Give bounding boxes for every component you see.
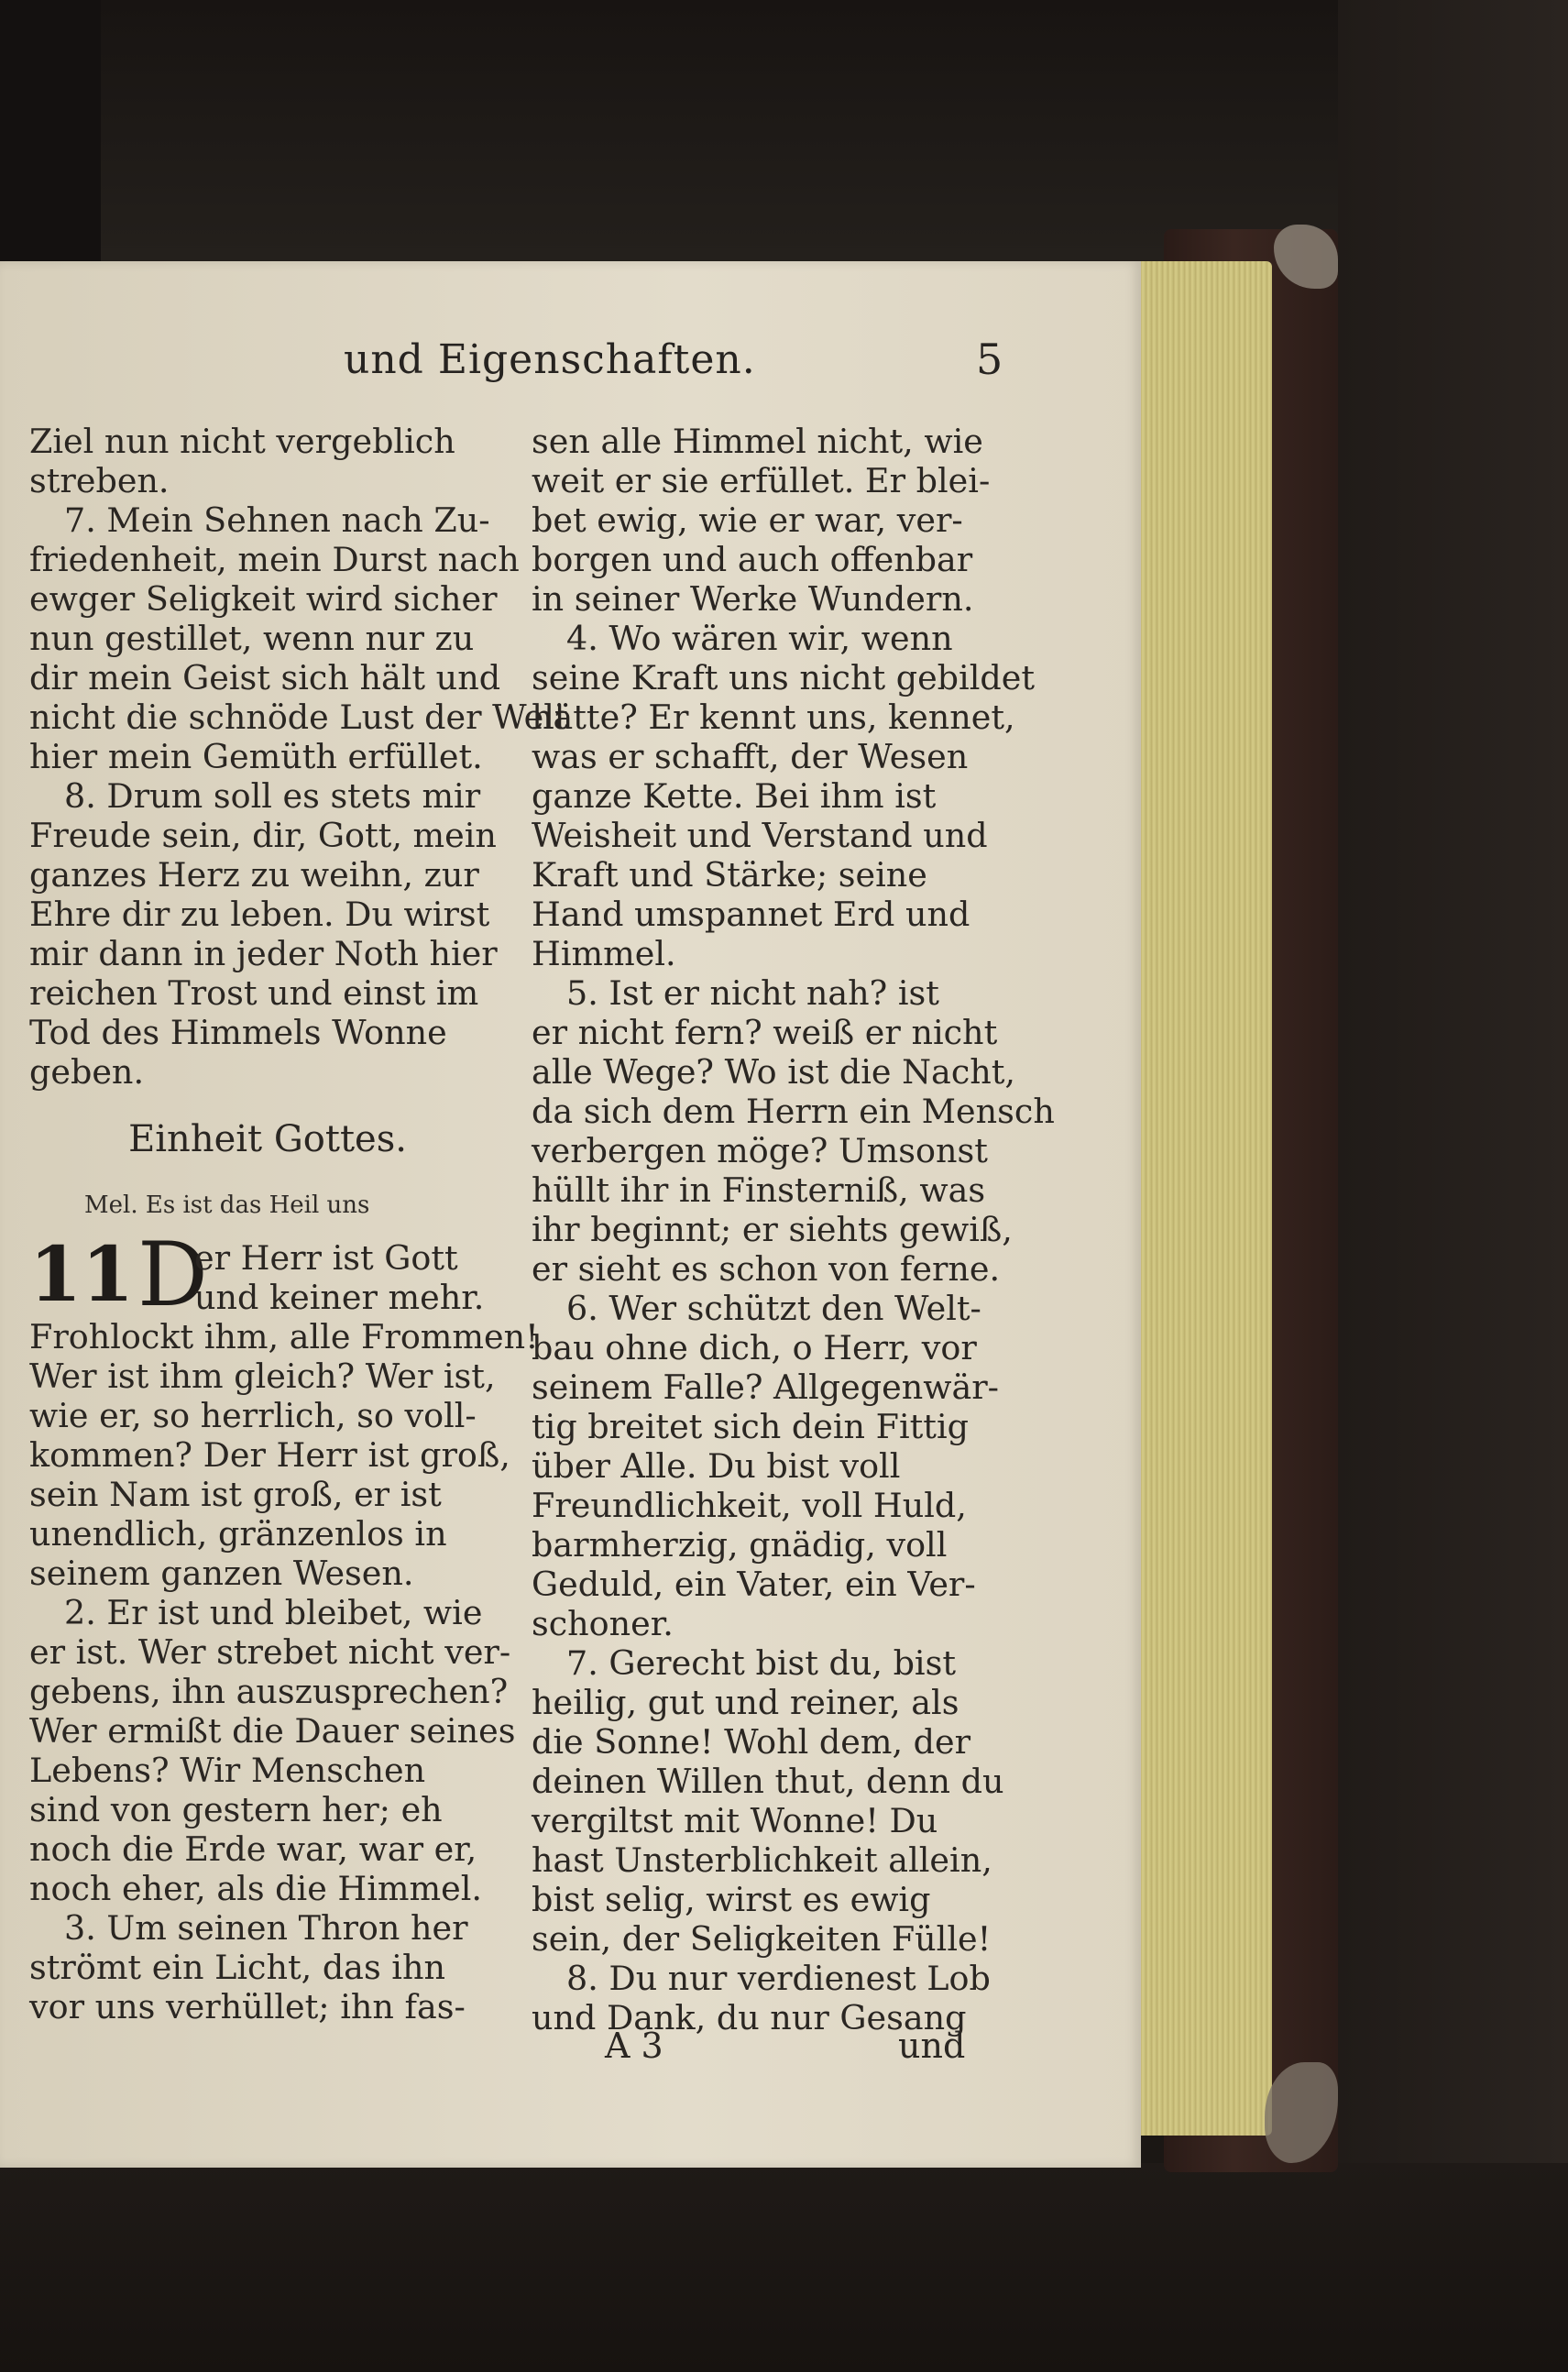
text-line: Hand umspannet Erd und <box>532 895 970 934</box>
text-line: sein, der Seligkeiten Fülle! <box>532 1919 992 1959</box>
text-line: Lebens? Wir Menschen <box>29 1751 426 1790</box>
text-line: reichen Trost und einst im <box>29 973 479 1013</box>
book-page <box>0 261 1141 2168</box>
text-line: Freundlichkeit, voll Huld, <box>532 1486 967 1525</box>
text-line: in seiner Werke Wundern. <box>532 579 974 619</box>
text-line: verbergen möge? Umsonst <box>532 1131 988 1170</box>
text-line: hätte? Er kennt uns, kennet, <box>532 697 1015 737</box>
text-line: Wer ermißt die Dauer seines <box>29 1711 516 1751</box>
text-line: kommen? Der Herr ist groß, <box>29 1435 510 1475</box>
text-line: die Sonne! Wohl dem, der <box>532 1722 971 1762</box>
text-line: da sich dem Herrn ein Mensch <box>532 1092 1055 1131</box>
text-line: 7. Gerecht bist du, bist <box>566 1643 957 1683</box>
text-line: mir dann in jeder Noth hier <box>29 934 498 973</box>
text-line: er sieht es schon von ferne. <box>532 1249 1001 1289</box>
text-line: friedenheit, mein Durst nach <box>29 540 520 579</box>
text-line: Kraft und Stärke; seine <box>532 855 927 895</box>
text-line: unendlich, gränzenlos in <box>29 1514 447 1554</box>
hymn-first-line: er Herr ist Gott <box>194 1238 458 1278</box>
text-line: alle Wege? Wo ist die Nacht, <box>532 1052 1016 1092</box>
text-line: hüllt ihr in Finsterniß, was <box>532 1170 986 1210</box>
text-line: Ziel nun nicht vergeblich <box>29 422 455 461</box>
text-line: ganze Kette. Bei ihm ist <box>532 776 937 816</box>
text-line: schoner. <box>532 1604 674 1643</box>
catchword: und <box>898 2026 966 2066</box>
hymn-start <box>29 1224 506 1326</box>
text-line: Tod des Himmels Wonne <box>29 1013 447 1052</box>
background-right <box>1338 0 1568 2372</box>
text-line: strömt ein Licht, das ihn <box>29 1948 445 1987</box>
text-line: sind von gestern her; eh <box>29 1790 443 1829</box>
background-top <box>0 0 1568 261</box>
text-line: geben. <box>29 1052 145 1092</box>
text-line: seinem Falle? Allgegenwär- <box>532 1367 999 1407</box>
text-line: ihr beginnt; er siehts gewiß, <box>532 1210 1013 1249</box>
text-line: borgen und auch offenbar <box>532 540 973 579</box>
left-column <box>29 422 568 2026</box>
text-line: nun gestillet, wenn nur zu <box>29 619 475 658</box>
page-edges-gilt <box>1135 261 1272 2136</box>
hymn-number: 11 <box>29 1231 135 1319</box>
text-line: 2. Er ist und bleibet, wie <box>64 1593 483 1632</box>
text-line: was er schafft, der Wesen <box>532 737 969 776</box>
text-line: hast Unsterblichkeit allein, <box>532 1840 992 1880</box>
text-line: noch die Erde war, war er, <box>29 1829 477 1869</box>
text-line: über Alle. Du bist voll <box>532 1446 901 1486</box>
text-line: Ehre dir zu leben. Du wirst <box>29 895 490 934</box>
text-line: bau ohne dich, o Herr, vor <box>532 1328 977 1367</box>
text-line: wie er, so herrlich, so voll- <box>29 1396 477 1435</box>
text-line: sein Nam ist groß, er ist <box>29 1475 442 1514</box>
text-line: dir mein Geist sich hält und <box>29 658 501 697</box>
right-text-block <box>532 422 1055 2037</box>
hymn-second-line: und keiner mehr. <box>194 1278 485 1317</box>
text-line: Freude sein, dir, Gott, mein <box>29 816 497 855</box>
page-footer <box>0 2026 1141 2071</box>
drop-initial: D <box>137 1224 208 1326</box>
right-column <box>532 422 1055 2037</box>
text-line: 8. Drum soll es stets mir <box>64 776 481 816</box>
page-number: 5 <box>976 335 1003 384</box>
signature-mark: A 3 <box>605 2026 663 2066</box>
text-line: 6. Wer schützt den Welt- <box>566 1289 981 1328</box>
text-line: 5. Ist er nicht nah? ist <box>566 973 939 1013</box>
text-line: streben. <box>29 461 170 500</box>
text-line: vor uns verhüllet; ihn fas- <box>29 1987 466 2026</box>
text-line: er ist. Wer strebet nicht ver- <box>29 1632 511 1672</box>
text-line: bist selig, wirst es ewig <box>532 1880 931 1919</box>
text-line: ganzes Herz zu weihn, zur <box>29 855 479 895</box>
text-line: seine Kraft uns nicht gebildet <box>532 658 1036 697</box>
text-line: hier mein Gemüth erfüllet. <box>29 737 483 776</box>
text-line: 7. Mein Sehnen nach Zu- <box>64 500 490 540</box>
text-line: barmherzig, gnädig, voll <box>532 1525 948 1565</box>
text-line: Himmel. <box>532 934 676 973</box>
text-line: Geduld, ein Vater, ein Ver- <box>532 1565 976 1604</box>
text-line: noch eher, als die Himmel. <box>29 1869 482 1908</box>
running-head: und Eigenschaften. <box>344 336 756 383</box>
text-line: nicht die schnöde Lust der Welt <box>29 697 568 737</box>
text-line: weit er sie erfüllet. Er blei- <box>532 461 991 500</box>
left-text-block <box>29 422 568 1092</box>
text-line: heilig, gut und reiner, als <box>532 1683 959 1722</box>
section-title: Einheit Gottes. <box>128 1118 407 1160</box>
text-line: deinen Willen thut, denn du <box>532 1762 1004 1801</box>
text-line: 8. Du nur verdienest Lob <box>566 1959 991 1998</box>
left-hymn-text <box>29 1317 539 2026</box>
background-bottom <box>0 2163 1568 2372</box>
text-line: gebens, ihn auszusprechen? <box>29 1672 509 1711</box>
text-line: Wer ist ihm gleich? Wer ist, <box>29 1356 496 1396</box>
text-line: er nicht fern? weiß er nicht <box>532 1013 998 1052</box>
text-line: 3. Um seinen Thron her <box>64 1908 468 1948</box>
text-line: tig breitet sich dein Fittig <box>532 1407 970 1446</box>
text-line: 4. Wo wären wir, wenn <box>566 619 953 658</box>
melody-indication: Mel. Es ist das Heil uns <box>84 1191 370 1219</box>
text-line: vergiltst mit Wonne! Du <box>532 1801 938 1840</box>
text-line: bet ewig, wie er war, ver- <box>532 500 963 540</box>
text-line: sen alle Himmel nicht, wie <box>532 422 983 461</box>
text-line: Frohlockt ihm, alle Frommen! <box>29 1317 539 1356</box>
text-line: seinem ganzen Wesen. <box>29 1554 414 1593</box>
text-line: Weisheit und Verstand und <box>532 816 988 855</box>
text-line: ewger Seligkeit wird sicher <box>29 579 498 619</box>
text-line: und Dank, du nur Gesang <box>532 1998 967 2037</box>
